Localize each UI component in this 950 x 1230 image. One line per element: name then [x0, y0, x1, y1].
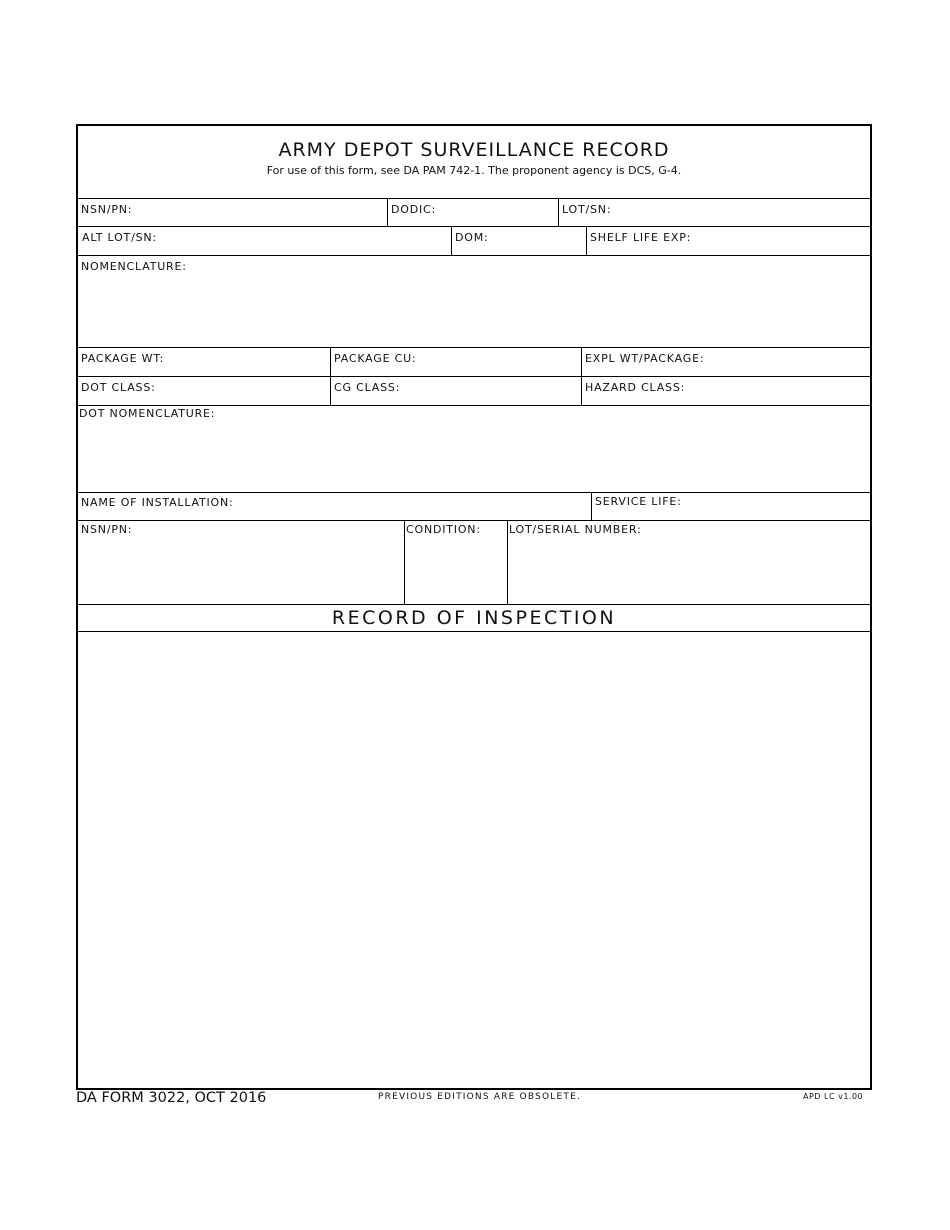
hazard-class-label: HAZARD CLASS:	[585, 381, 686, 394]
lot-serial-number-label: LOT/SERIAL NUMBER:	[509, 523, 642, 536]
row-classes	[78, 377, 870, 406]
lot-sn-field[interactable]	[558, 199, 871, 226]
row-package	[78, 348, 870, 377]
cg-class-label: CG CLASS:	[334, 381, 401, 394]
nsn-pn-2-label: NSN/PN:	[81, 523, 133, 536]
alt-lot-sn-label: ALT LOT/SN:	[82, 231, 157, 244]
package-wt-field[interactable]	[78, 348, 330, 376]
name-of-installation-label: NAME OF INSTALLATION:	[81, 496, 234, 509]
condition-field[interactable]	[404, 521, 508, 604]
lot-sn-label: LOT/SN:	[562, 203, 612, 216]
dot-nomenclature-label: DOT NOMENCLATURE:	[79, 407, 216, 420]
editions-notice: PREVIOUS EDITIONS ARE OBSOLETE.	[378, 1092, 582, 1102]
lot-serial-number-field[interactable]	[507, 521, 871, 604]
package-cu-field[interactable]	[330, 348, 582, 376]
record-of-inspection-heading: RECORD OF INSPECTION	[78, 605, 870, 632]
row-identification	[78, 199, 870, 227]
nsn-pn-label: NSN/PN:	[81, 203, 133, 216]
version-label: APD LC v1.00	[803, 1092, 864, 1101]
form-header	[78, 126, 870, 199]
dot-class-field[interactable]	[78, 377, 330, 405]
nsn-pn-2-field[interactable]	[78, 521, 404, 604]
row-lot-dates	[78, 227, 870, 256]
hazard-class-field[interactable]	[581, 377, 871, 405]
expl-wt-package-label: EXPL WT/PACKAGE:	[585, 352, 705, 365]
package-wt-label: PACKAGE WT:	[81, 352, 165, 365]
condition-label: CONDITION:	[406, 523, 481, 536]
alt-lot-sn-field[interactable]	[78, 227, 451, 255]
name-of-installation-field[interactable]	[78, 493, 591, 520]
dot-nomenclature-field[interactable]	[78, 406, 870, 493]
dom-field[interactable]	[451, 227, 587, 255]
nomenclature-label: NOMENCLATURE:	[81, 260, 187, 273]
service-life-field[interactable]	[591, 493, 871, 520]
row-installation	[78, 493, 870, 521]
row-item-detail	[78, 521, 870, 605]
surveillance-form	[76, 124, 872, 1090]
package-cu-label: PACKAGE CU:	[334, 352, 417, 365]
cg-class-field[interactable]	[330, 377, 582, 405]
shelf-life-exp-field[interactable]	[586, 227, 871, 255]
form-subtitle: For use of this form, see DA PAM 742-1. The proponent agency is DCS, G-4.	[266, 164, 682, 177]
form-number: DA FORM 3022, OCT 2016	[76, 1090, 267, 1106]
dodic-field[interactable]	[387, 199, 559, 226]
service-life-label: SERVICE LIFE:	[595, 495, 682, 508]
dodic-label: DODIC:	[391, 203, 437, 216]
dot-class-label: DOT CLASS:	[81, 381, 156, 394]
form-title: ARMY DEPOT SURVEILLANCE RECORD	[278, 139, 670, 161]
shelf-life-exp-label: SHELF LIFE EXP:	[590, 231, 692, 244]
nsn-pn-field[interactable]	[78, 199, 387, 226]
expl-wt-package-field[interactable]	[581, 348, 871, 376]
inspection-record-area[interactable]	[78, 632, 870, 1088]
dom-label: DOM:	[455, 231, 489, 244]
nomenclature-field[interactable]	[78, 256, 870, 348]
